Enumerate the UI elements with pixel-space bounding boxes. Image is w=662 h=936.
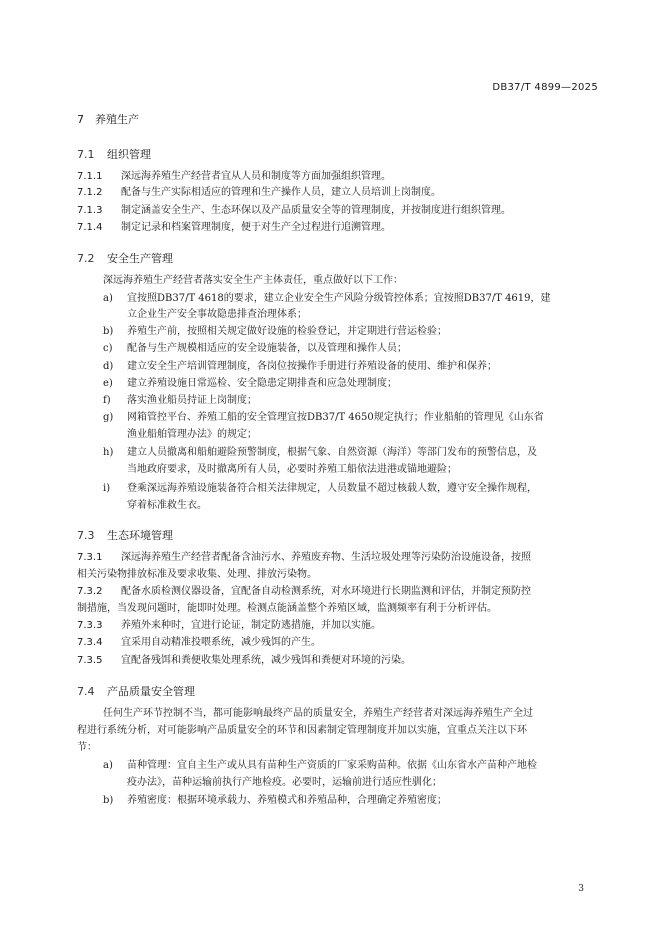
subsection-number: 7.1 xyxy=(77,148,95,161)
clause-7-1-2: 7.1.2 配备与生产实际相适应的管理和生产操作人员，建立人员培训上岗制度。 xyxy=(77,187,441,198)
subsection-heading-7-4 xyxy=(77,683,195,699)
clause-7-3-1: 7.3.1 深远海养殖生产经营者配备含油污水、养殖废弃物、生活垃圾处理等污染防治设施设备，按照 xyxy=(77,552,531,563)
list-item-h: h) 建立人员撤离和船舶避险预警制度，根据气象、自然资源（海洋）等部门发布的预警信息，及 xyxy=(103,447,537,458)
section-heading xyxy=(77,111,139,127)
list-item-b: b) 养殖生产前，按照相关规定做好设施的检验登记，并定期进行营运检验； xyxy=(103,326,447,337)
clause-7-1-3: 7.1.3 制定涵盖安全生产、生态环保以及产品质量安全等的管理制度，并按制度进行组织管理。 xyxy=(77,205,511,216)
page-number: 3 xyxy=(578,884,584,894)
clause-7-3-1-cont: 相关污染物排放标准及要求收集、处理、排放污染物。 xyxy=(77,569,317,580)
list-item-c: c) 配备与生产规模相适应的安全设施装备，以及管理和操作人员； xyxy=(103,343,407,354)
list-item-g: g) 网箱管控平台、养殖工船的安全管理宜按DB37/T 4650规定执行；作业船舶的管理见《山东省 xyxy=(103,412,544,423)
list-item-i: i) 登乘深远海养殖设施装备符合相关法律规定，人员数量不超过核载人数，遵守安全操作规程， xyxy=(103,483,537,494)
list-item-i-cont: 穿着标准救生衣。 xyxy=(127,500,207,511)
subsection-number: 7.3 xyxy=(77,529,95,542)
clause-7-1-1: 7.1.1 深远海养殖生产经营者宜从人员和制度等方面加强组织管理。 xyxy=(77,171,391,182)
subsection-number: 7.2 xyxy=(77,252,95,265)
list-item-a-cont: 疫办法》，苗种运输前执行产地检疫。必要时，运输前进行适应性驯化； xyxy=(127,777,442,788)
subsection-title: 生态环境管理 xyxy=(107,529,173,542)
subsection-heading-7-1 xyxy=(77,146,151,162)
subsection-title: 组织管理 xyxy=(107,148,151,161)
subsection-number: 7.4 xyxy=(77,685,95,698)
section-number: 7 xyxy=(77,113,84,126)
paragraph-intro-line2: 程进行系统分析，对可能影响产品质量安全的环节和因素制定管理制度并加以实施，宜重点关注以下环 xyxy=(77,725,527,736)
subsection-title: 产品质量安全管理 xyxy=(107,685,195,698)
list-item-a: a) 苗种管理：宜自主生产或从具有苗种生产资质的厂家采购苗种。依据《山东省水产苗种产地检 xyxy=(103,760,537,771)
clause-7-3-5: 7.3.5 宜配备残饵和粪便收集处理系统，减少残饵和粪便对环境的污染。 xyxy=(77,655,411,666)
list-item-h-cont: 当地政府要求，及时撤离所有人员，必要时养殖工船依法进港或锚地避险； xyxy=(127,464,457,475)
clause-7-3-2: 7.3.2 配备水质检测仪器设备，宜配备自动检测系统，对水环境进行长期监测和评估，并制定预防控 xyxy=(77,586,531,597)
list-item-a-cont: 立企业生产安全事故隐患排查治理体系； xyxy=(127,309,307,320)
list-item-b: b) 养殖密度：根据环境承载力、养殖模式和养殖品种，合理确定养殖密度； xyxy=(103,795,447,806)
section-title: 养殖生产 xyxy=(95,113,139,126)
paragraph-intro: 深远海养殖生产经营者落实安全生产主体责任，重点做好以下工作： xyxy=(103,275,403,286)
paragraph-intro-line3: 节： xyxy=(77,742,97,753)
list-item-f: f) 落实渔业船员持证上岗制度； xyxy=(103,395,257,406)
subsection-title: 安全生产管理 xyxy=(107,252,173,265)
paragraph-intro-line1: 任何生产环节控制不当，都可能影响最终产品的质量安全，养殖生产经营者对深远海养殖生产全过 xyxy=(103,708,533,719)
clause-7-3-3: 7.3.3 养殖外来种时，宜进行论证，制定防逃措施，并加以实施。 xyxy=(77,620,381,631)
list-item-e: e) 建立养殖设施日常巡检、安全隐患定期排查和应急处理制度； xyxy=(103,378,397,389)
list-item-g-cont: 渔业船舶管理办法》的规定； xyxy=(127,429,257,440)
list-item-d: d) 建立安全生产培训管理制度，各岗位按操作手册进行养殖设备的使用、维护和保养； xyxy=(103,361,497,372)
clause-7-3-4: 7.3.4 宜采用自动精准投喂系统，减少残饵的产生。 xyxy=(77,637,321,648)
clause-7-3-2-cont: 制措施，当发现问题时，能即时处理。检测点能涵盖整个养殖区域，监测频率有利于分析评估。 xyxy=(77,603,497,614)
subsection-heading-7-3 xyxy=(77,527,173,543)
document-code-header: DB37/T 4899—2025 xyxy=(492,82,598,93)
subsection-heading-7-2 xyxy=(77,250,173,266)
clause-7-1-4: 7.1.4 制定记录和档案管理制度，便于对生产全过程进行追溯管理。 xyxy=(77,222,391,233)
list-item-a: a) 宜按照DB37/T 4618的要求，建立企业安全生产风险分级管控体系；宜按照DB37/T 4619，建 xyxy=(103,293,551,304)
